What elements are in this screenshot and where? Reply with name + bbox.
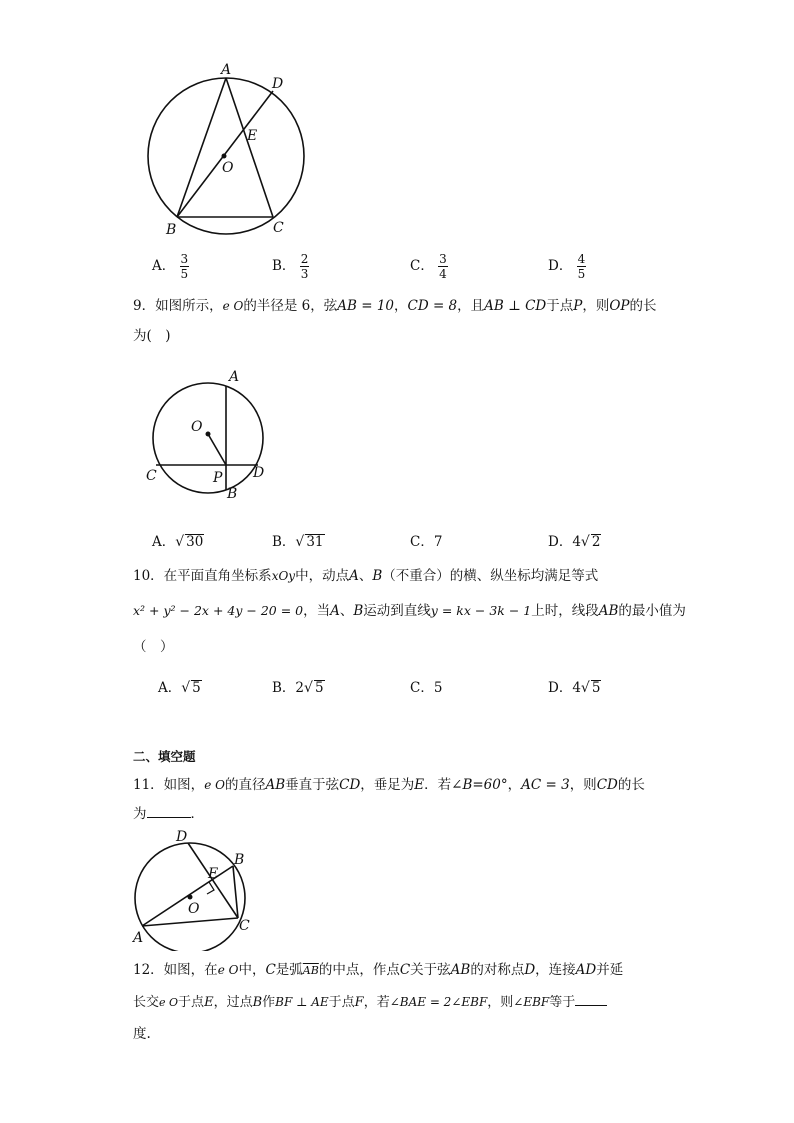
figure-q8: [130, 58, 320, 243]
label-d: D: [272, 76, 284, 92]
label-a: A: [229, 369, 240, 385]
text: 的长: [629, 298, 657, 314]
denominator: 5: [577, 267, 586, 281]
numerator: 4: [577, 252, 586, 266]
q9-option-d[interactable]: [548, 530, 601, 550]
math: ∠BAE = 2∠EBF: [389, 995, 488, 1009]
math: ∠EBF: [513, 995, 550, 1009]
q9-stem-line2: 为( ): [133, 328, 171, 344]
text: ，则: [582, 298, 610, 314]
circle-symbol: e O: [222, 299, 244, 313]
center-dot: [188, 895, 193, 900]
q10-option-b[interactable]: [272, 676, 325, 696]
math: F: [354, 995, 364, 1010]
label-a: A: [133, 930, 144, 946]
circle-symbol: e O: [204, 778, 225, 792]
option-label: B．: [272, 534, 296, 550]
math: CD: [596, 777, 618, 793]
q8-option-b[interactable]: [272, 252, 309, 281]
text: ，则: [487, 995, 514, 1010]
answer-blank[interactable]: [147, 805, 191, 818]
sqrt-sign: √: [580, 534, 590, 550]
text: 10．在平面直角坐标系: [133, 568, 272, 584]
segment-op: [208, 434, 226, 465]
text: 9．如图所示，: [133, 298, 223, 314]
label-p: P: [213, 470, 223, 486]
text: 的半径是 6，弦: [243, 298, 338, 314]
text: 12．如图，在: [133, 962, 218, 978]
math: BF ⊥ AE: [275, 995, 329, 1009]
equation: y = kx − 3k − 1: [430, 603, 532, 618]
text: 的中点，作点: [318, 962, 400, 978]
math: B: [372, 568, 383, 584]
center-dot: [222, 154, 227, 159]
math: C: [265, 962, 276, 978]
label-o: O: [191, 419, 203, 435]
text: 、: [339, 603, 354, 619]
denominator: 3: [300, 267, 309, 281]
q12-stem-line3: 度.: [133, 1026, 151, 1042]
math: D: [524, 962, 536, 978]
text: 的最小值为: [618, 603, 686, 619]
text: ，过点: [213, 995, 253, 1010]
q10-stem-line1: [133, 567, 598, 585]
text: 的长: [617, 777, 645, 793]
q11-stem-line1: [133, 776, 645, 794]
numerator: 3: [439, 252, 447, 266]
answer-blank[interactable]: [575, 993, 607, 1006]
text: ，: [394, 298, 408, 314]
fraction: [577, 252, 587, 281]
math: xOy: [271, 569, 296, 583]
equation: x² + y² − 2x + 4y − 20 = 0: [133, 603, 304, 618]
math: AB: [450, 962, 471, 978]
q9-option-b[interactable]: [272, 530, 325, 550]
text: ，且: [457, 298, 485, 314]
q9-option-a[interactable]: [152, 530, 204, 550]
chord-ac: [226, 78, 273, 217]
option-value: 5: [433, 680, 443, 696]
sqrt-sign: √: [304, 680, 313, 696]
figure-q9: [140, 365, 275, 505]
text: 的直径: [224, 777, 266, 793]
math: B: [353, 603, 364, 619]
option-label: D．: [548, 258, 573, 274]
text: 于点: [328, 995, 355, 1010]
math: P: [573, 298, 583, 314]
numerator: 3: [180, 252, 189, 266]
sqrt-sign: √: [295, 534, 305, 550]
math: AB: [598, 603, 619, 619]
text: ，若: [363, 995, 390, 1010]
math: B: [252, 995, 263, 1010]
label-a: A: [221, 62, 232, 78]
label-b: B: [227, 486, 238, 502]
radicand: 5: [591, 680, 601, 696]
text: ，垂足为: [360, 777, 415, 793]
text: 垂直于弦: [285, 777, 340, 793]
text: 关于弦: [410, 962, 451, 978]
label-d: D: [253, 465, 265, 481]
radicand: 30: [186, 534, 204, 550]
sqrt-sign: √: [580, 680, 590, 696]
right-angle-mark: [207, 882, 214, 894]
q9-option-c[interactable]: [410, 530, 442, 550]
text: ，当: [303, 603, 331, 619]
text: 中，动点: [295, 568, 350, 584]
label-o: O: [188, 901, 200, 917]
math: E: [414, 777, 425, 793]
q9-stem-line1: [133, 297, 657, 315]
option-label: C．: [410, 534, 434, 550]
denominator: 5: [180, 267, 189, 281]
text: （不重合）的横、纵坐标均满足等式: [382, 568, 599, 584]
math: AD: [575, 962, 597, 978]
arc-symbol: $\overline{AB}$: [302, 964, 319, 977]
label-c: C: [239, 918, 250, 934]
label-b: B: [234, 852, 245, 868]
sqrt-sign: √: [175, 534, 185, 550]
q12-stem-line2: [133, 993, 607, 1012]
fraction: [180, 252, 190, 281]
math: AB = 10: [337, 298, 394, 314]
q10-option-a[interactable]: [158, 676, 202, 696]
radicand: 5: [192, 680, 201, 696]
math: OP: [609, 298, 630, 314]
radicand: 5: [314, 680, 324, 696]
math: CD: [339, 777, 361, 793]
q10-stem-line2: [133, 602, 686, 620]
numerator: 2: [300, 252, 309, 266]
text: 并延: [596, 962, 624, 978]
text: ，则: [569, 777, 597, 793]
chord-ac: [142, 918, 238, 926]
text: 运动到直线: [363, 603, 431, 619]
q8-option-d[interactable]: [548, 252, 586, 281]
math: A: [349, 568, 359, 584]
coefficient: 4: [572, 680, 581, 696]
text: 等于: [549, 995, 576, 1010]
circle-symbol: e O: [217, 963, 239, 977]
option-label: A．: [158, 680, 182, 696]
option-label: B．: [272, 258, 296, 274]
radicand: 2: [591, 534, 601, 550]
text: 作: [262, 995, 276, 1010]
label-e: E: [247, 128, 258, 144]
text: 上时，线段: [531, 603, 599, 619]
q10-stem-line3: （ ）: [133, 639, 174, 655]
label-c: C: [146, 468, 157, 484]
sqrt-sign: √: [181, 680, 191, 696]
circle-outline: [153, 383, 263, 493]
label-d: D: [176, 829, 188, 845]
text: ，: [507, 777, 522, 793]
option-value: 7: [433, 534, 443, 550]
text: ．: [190, 806, 204, 822]
coefficient: 2: [295, 680, 305, 696]
text: 的对称点: [470, 962, 525, 978]
q10-option-c[interactable]: [410, 676, 442, 696]
math: E: [204, 995, 214, 1010]
q8-option-c[interactable]: [410, 252, 448, 281]
diameter-ab: [142, 866, 233, 926]
math: AC = 3: [521, 777, 570, 793]
label-c: C: [273, 220, 284, 236]
q11-stem-line2: [133, 805, 204, 823]
chord-ab: [177, 78, 226, 217]
fraction: [300, 252, 310, 281]
text: 于点: [546, 298, 574, 314]
label-o: O: [222, 160, 234, 176]
text: 于点: [178, 995, 205, 1010]
option-label: B．: [272, 680, 296, 696]
text: ．若: [424, 777, 452, 793]
text: 长交: [133, 995, 160, 1010]
option-label: C．: [410, 258, 434, 274]
radicand: 31: [306, 534, 324, 550]
q8-option-a[interactable]: [152, 252, 189, 281]
text: 11．如图，: [133, 777, 205, 793]
q12-stem-line1: [133, 961, 623, 980]
q10-option-d[interactable]: [548, 676, 601, 696]
label-b: B: [166, 222, 177, 238]
math: ∠B=60°: [451, 777, 508, 793]
denominator: 4: [439, 267, 447, 281]
circle-symbol: e O: [159, 996, 179, 1009]
text: ，连接: [535, 962, 576, 978]
section-heading: 二、填空题: [133, 749, 196, 764]
text: 为: [133, 806, 147, 822]
label-e: E: [208, 866, 219, 882]
math: AB ⊥ CD: [484, 298, 547, 314]
math: CD = 8: [407, 298, 458, 314]
figure-q11: [128, 826, 258, 951]
coefficient: 4: [572, 534, 581, 550]
option-label: A．: [152, 534, 176, 550]
math: AB: [265, 777, 286, 793]
option-label: C．: [410, 680, 434, 696]
option-label: D．: [548, 680, 573, 696]
text: 是弧: [275, 962, 303, 978]
math: C: [399, 962, 411, 978]
text: 中，: [238, 962, 266, 978]
option-label: A．: [152, 258, 176, 274]
option-label: D．: [548, 534, 573, 550]
text: 、: [358, 568, 373, 584]
center-dot: [206, 432, 211, 437]
math: A: [330, 603, 340, 619]
fraction: [438, 252, 448, 281]
